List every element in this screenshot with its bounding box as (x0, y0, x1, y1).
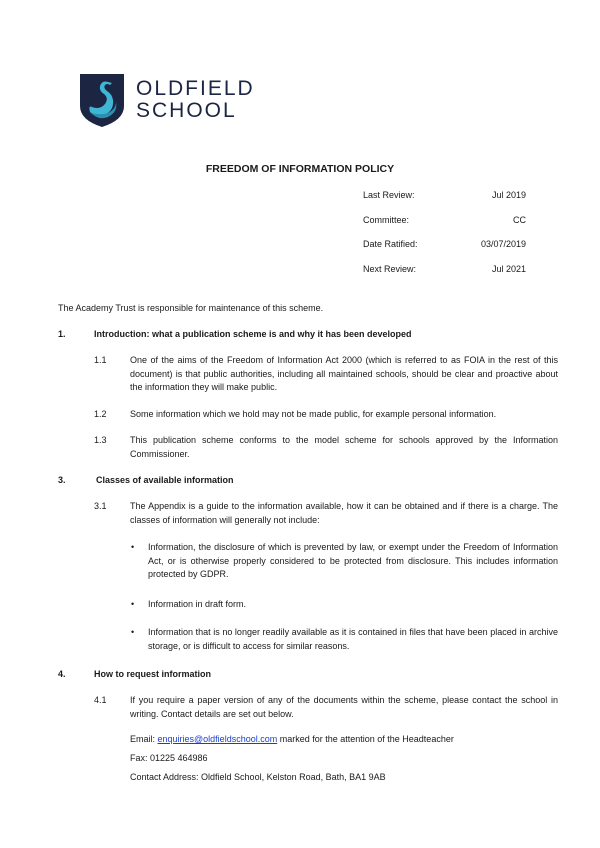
section-heading: How to request information (94, 669, 211, 679)
item-number: 1.1 (94, 355, 107, 365)
meta-row (363, 215, 526, 240)
meta-value: 03/07/2019 (480, 239, 526, 249)
school-name-line2: SCHOOL (136, 99, 237, 122)
meta-value: Jul 2019 (491, 190, 526, 200)
list-item: • Information that is no longer readily available as it is contained in files that have been placed in archive storage, or is difficult to access for similar reasons. (148, 626, 558, 653)
school-name (136, 78, 255, 122)
section-number: 4. (58, 669, 66, 679)
meta-label: Date Ratified: (363, 239, 418, 249)
meta-value: CC (513, 214, 526, 225)
item-text: This publication scheme conforms to the model scheme for schools approved by the Information Commissioner. (130, 435, 558, 459)
list-item: • Information in draft form. (148, 598, 558, 612)
school-logo (78, 72, 255, 128)
email-link[interactable]: enquiries@oldfieldschool.com (157, 734, 278, 744)
item-text: If you require a paper version of any of the documents within the scheme, please contact the school in writing. Contact details are set out below. (130, 695, 558, 719)
email-prefix: Email: (130, 734, 158, 744)
item-text: Some information which we hold may not be made public, for example personal information. (130, 409, 497, 419)
section-number: 3. (58, 475, 66, 485)
item-number: 1.3 (94, 435, 107, 445)
section-heading: Introduction: what a publication scheme is and why it has been developed (94, 329, 412, 339)
email-suffix: marked for the attention of the Headteacher (277, 734, 454, 744)
meta-label: Next Review: (363, 263, 417, 274)
meta-row (363, 239, 526, 264)
swan-shield-icon (78, 72, 126, 128)
item-number: 3.1 (94, 501, 107, 511)
item-number: 1.2 (94, 409, 107, 419)
document-title: FREEDOM OF INFORMATION POLICY (205, 163, 395, 175)
meta-row (363, 264, 526, 289)
meta-label: Committee: (363, 214, 410, 225)
section-number: 1. (58, 329, 66, 339)
item-text: The Appendix is a guide to the information available, how it can be obtained and if there is a charge. The classes of information will generally not include: (130, 501, 558, 525)
meta-value: Jul 2021 (491, 263, 526, 274)
review-metadata (363, 190, 526, 288)
meta-label: Last Review: (363, 190, 415, 200)
meta-row (363, 190, 526, 215)
contact-fax: Fax: 01225 464986 (130, 753, 208, 763)
contact-address: Contact Address: Oldfield School, Kelston Road, Bath, BA1 9AB (130, 772, 386, 782)
school-name-line1: OLDFIELD (136, 77, 255, 100)
section-heading: Classes of available information (96, 475, 234, 485)
list-item: • Information, the disclosure of which is prevented by law, or exempt under the Freedom of Information Act, or is otherwise properly considered to be protected from disclosure. This includes information protected by GDPR. (148, 541, 558, 582)
item-number: 4.1 (94, 695, 107, 705)
contact-email-line (130, 733, 454, 747)
item-text: One of the aims of the Freedom of Information Act 2000 (which is referred to as FOIA in the rest of this document) is that public authorities, including all maintained schools, should be clear and proactive about the information they will make public. (130, 355, 558, 392)
intro-paragraph: The Academy Trust is responsible for maintenance of this scheme. (58, 303, 324, 313)
